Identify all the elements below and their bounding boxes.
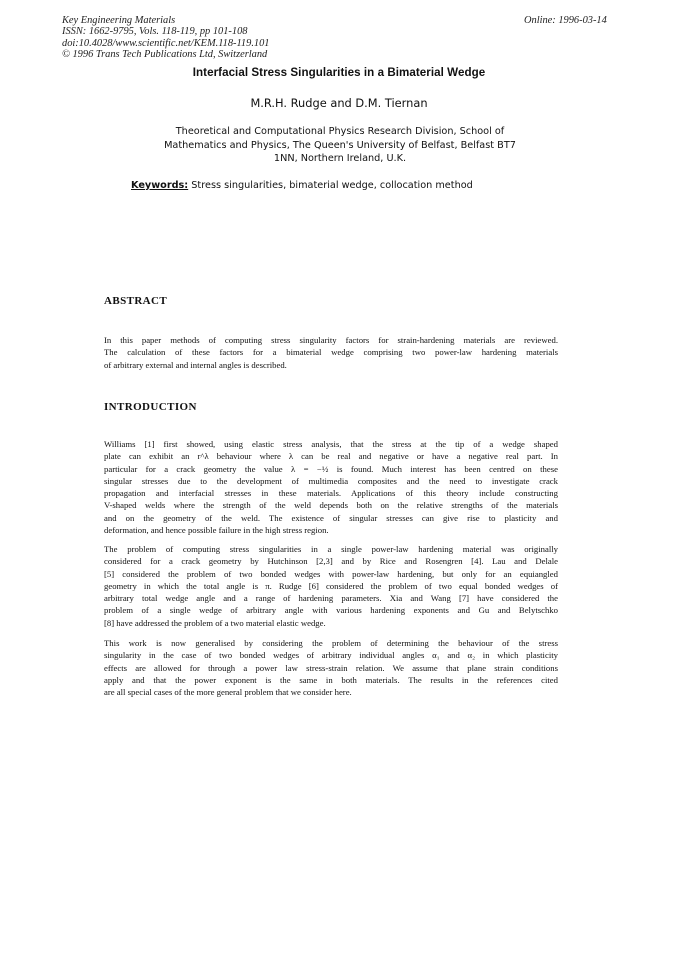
text-line: are all special cases of the more general problem that we consider here. [104, 687, 352, 698]
text-line: V-shaped welds where the strength of the weld depends both on the relative strengths of the materials [104, 500, 558, 511]
text-line: Williams [1] first showed, using elastic stress analysis, that the stress at the tip of a wedge shaped [104, 439, 558, 449]
text-line: singularity in the case of two bonded wedges of arbitrary individual angles α₁ and α₂ in which plasticity [104, 650, 558, 661]
keywords-text: Stress singularities, bimaterial wedge, collocation method [191, 180, 473, 191]
text-line: problem of a single wedge of arbitrary angle with various hardening exponents and Gu and Belytschko [104, 605, 558, 616]
affiliation-line: Mathematics and Physics, The Queen's University of Belfast, Belfast BT7 [164, 139, 516, 151]
text-line: propagation and interfacial stresses in these materials. Applications of this theory include constructing [104, 488, 558, 499]
intro-paragraph-3 [104, 637, 558, 698]
introduction-heading: INTRODUCTION [104, 401, 197, 413]
text-line: [5] considered the problem of two bonded wedges with power-law hardening, but only for an equiangled [104, 568, 558, 579]
text-line: and on the geometry of the weld. The existence of singular stresses can give rise to plasticity and [104, 512, 558, 523]
text-line: apply and that the power exponent is the same in both materials. The results in the references cited [104, 674, 558, 685]
text-line: of arbitrary external and internal angles is described. [104, 359, 287, 370]
issn-line: ISSN: 1662-9795, Vols. 118-119, pp 101-108 [62, 26, 248, 38]
intro-paragraph-1 [104, 438, 558, 536]
text-line: geometry in which the total angle is π. Rudge [6] considered the problem of two equal bonded wedges of [104, 580, 558, 591]
affiliation [120, 125, 560, 166]
copyright-line: © 1996 Trans Tech Publications Ltd, Switzerland [62, 49, 268, 61]
text-line: The calculation of these factors for a bimaterial wedge comprising two power-law hardening materials [104, 347, 558, 358]
abstract-body [104, 334, 558, 371]
abstract-heading: ABSTRACT [104, 295, 168, 307]
text-line: This work is now generalised by considering the problem of determining the behaviour of the stress [104, 638, 558, 648]
keywords [131, 180, 473, 191]
text-line: deformation, and hence possible failure in the high stress region. [104, 525, 329, 536]
affiliation-line: Theoretical and Computational Physics Research Division, School of [175, 126, 505, 137]
publication-header [62, 15, 270, 61]
journal-name: Key Engineering Materials [62, 15, 176, 26]
doi-line: doi:10.4028/www.scientific.net/KEM.118-119.101 [62, 37, 270, 49]
online-date: Online: 1996-03-14 [524, 15, 607, 26]
paper-authors: M.R.H. Rudge and D.M. Tiernan [250, 96, 428, 110]
intro-paragraph-2 [104, 543, 558, 629]
text-line: particular for a crack geometry the value λ = −½ is found. Much interest has been centred on these [104, 463, 558, 474]
affiliation-line: 1NN, Northern Ireland, U.K. [273, 153, 407, 165]
text-line: effects are allowed for through a power law stress-strain relation. We assume that plane strain conditions [104, 662, 558, 673]
text-line: singular stresses due to the development of multimedia composites and the need to investigate crack [104, 475, 558, 486]
text-line: arbitrary total wedge angle and a range of hardening parameters. Xia and Wang [7] have considered the [104, 593, 558, 604]
paper-title: Interfacial Stress Singularities in a Bimaterial Wedge [192, 66, 486, 79]
text-line: The problem of computing stress singularities in a single power-law hardening material was originally [104, 544, 558, 554]
text-line: plate can exhibit an r^λ behaviour where λ can be real and negative or have a negative real part. In [104, 451, 558, 462]
keywords-label: Keywords: [131, 180, 189, 191]
text-line: considered for a crack geometry by Hutchinson [2,3] and by Rice and Rosengren [4]. Lau and Delale [104, 556, 558, 567]
text-line: [8] have addressed the problem of a two material elastic wedge. [104, 617, 326, 628]
text-line: In this paper methods of computing stress singularity factors for strain-hardening materials are reviewed. [104, 335, 558, 345]
